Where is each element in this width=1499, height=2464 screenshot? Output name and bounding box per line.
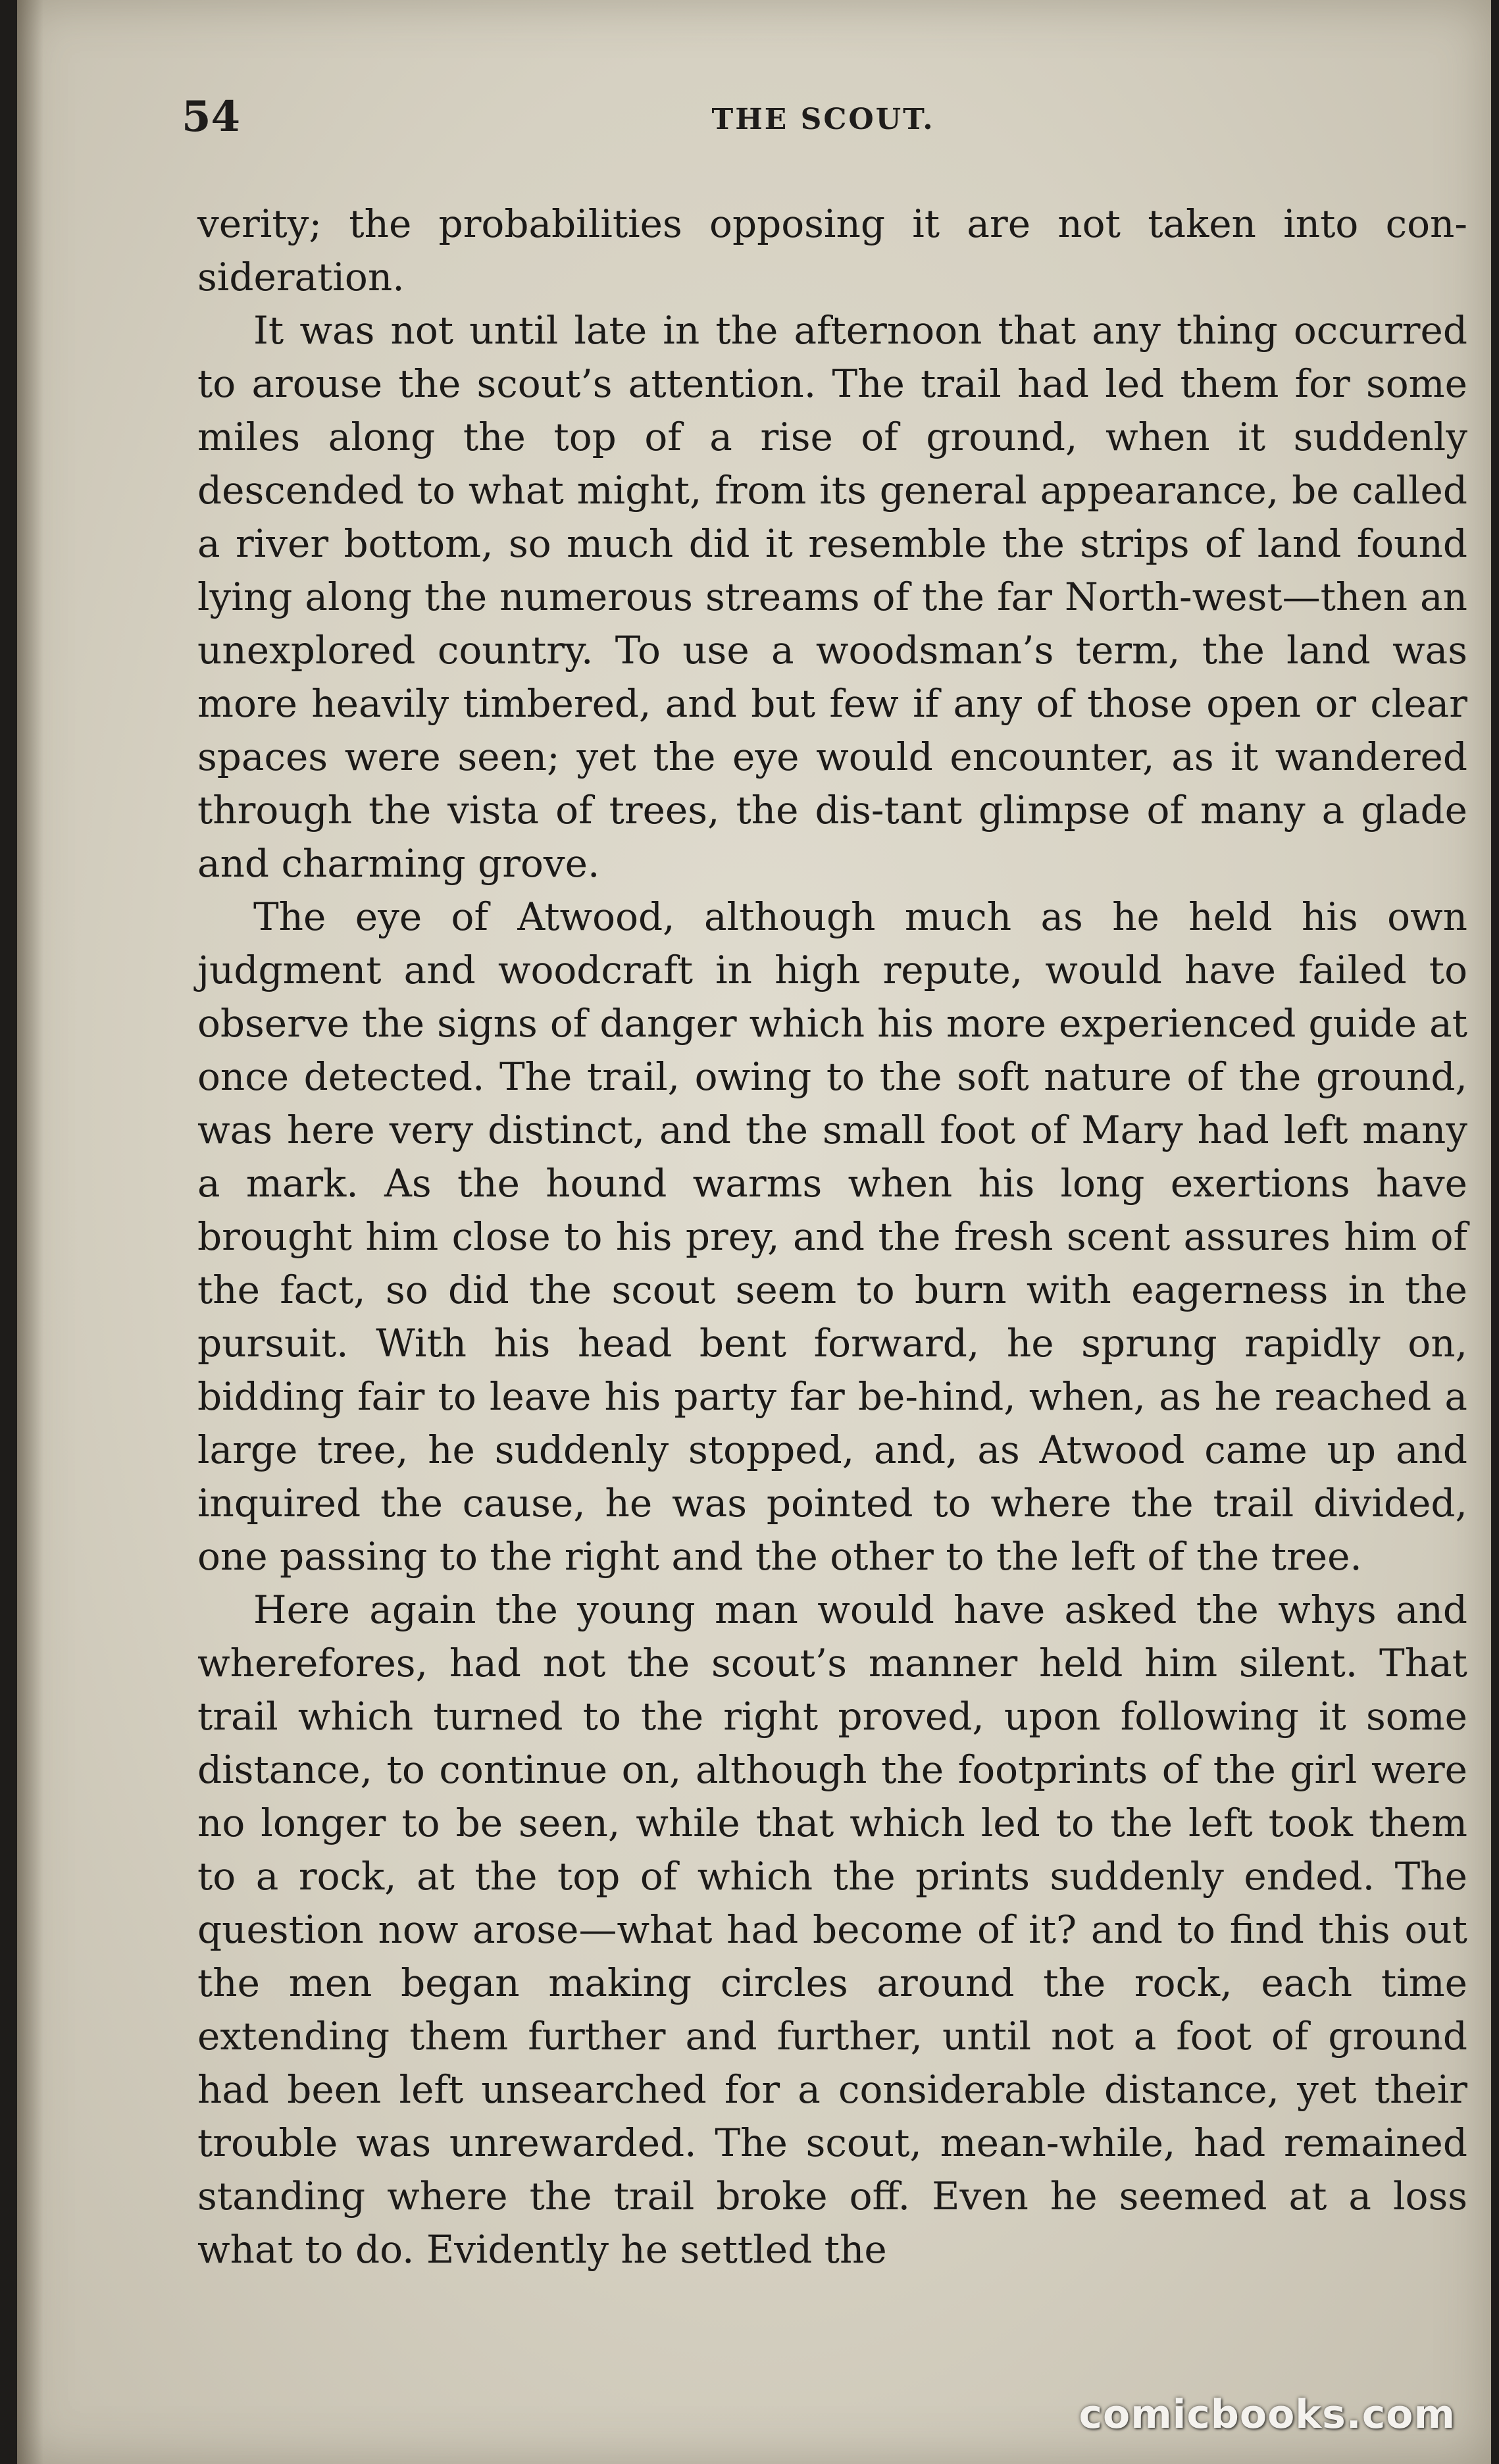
page-header	[182, 92, 1465, 165]
body-text	[197, 197, 1467, 2276]
page-gutter-shadow	[17, 0, 43, 2464]
page-number: 54	[182, 92, 241, 141]
running-head: THE SCOUT.	[711, 103, 935, 136]
watermark: comicbooks.com	[1079, 2392, 1456, 2438]
paragraph-4: Here again the young man would have asked the whys and wherefores, had not the scout’s manner held him silent. That trail which turned to the right proved, upon following it some distance, to continue on, although the footprints of the girl were no longer to be seen, while that which led to the left took them to a rock, at the top of which the prints suddenly ended. The question now arose—what had become of it? and to find this out the men began making circles around the rock, each time extending them further and further, until not a foot of ground had been left unsearched for a considerable distance, yet their trouble was unrewarded. The scout, mean-while, had remained standing where the trail broke off. Even he seemed at a loss what to do. Evidently he settled the	[197, 1587, 1467, 2272]
paragraph-1: verity; the probabilities opposing it are not taken into con-sideration.	[197, 201, 1467, 299]
book-page	[17, 0, 1491, 2464]
paragraph-2: It was not until late in the afternoon that any thing occurred to arouse the scout’s attention. The trail had led them for some miles along the top of a rise of ground, when it suddenly descended to what might, from its general appearance, be called a river bottom, so much did it resemble the strips of land found lying along the numerous streams of the far North-west—then an unexplored country. To use a woodsman’s term, the land was more heavily timbered, and but few if any of those open or clear spaces were seen; yet the eye would encounter, as it wandered through the vista of trees, the dis-tant glimpse of many a glade and charming grove.	[197, 308, 1467, 886]
paragraph-3: The eye of Atwood, although much as he held his own judgment and woodcraft in high repute, would have failed to observe the signs of danger which his more experienced guide at once detected. The trail, owing to the soft nature of the ground, was here very distinct, and the small foot of Mary had left many a mark. As the hound warms when his long exertions have brought him close to his prey, and the fresh scent assures him of the fact, so did the scout seem to burn with eagerness in the pursuit. With his head bent forward, he sprung rapidly on, bidding fair to leave his party far be-hind, when, as he reached a large tree, he suddenly stopped, and, as Atwood came up and inquired the cause, he was pointed to where the trail divided, one passing to the right and the other to the left of the tree.	[197, 894, 1467, 1579]
